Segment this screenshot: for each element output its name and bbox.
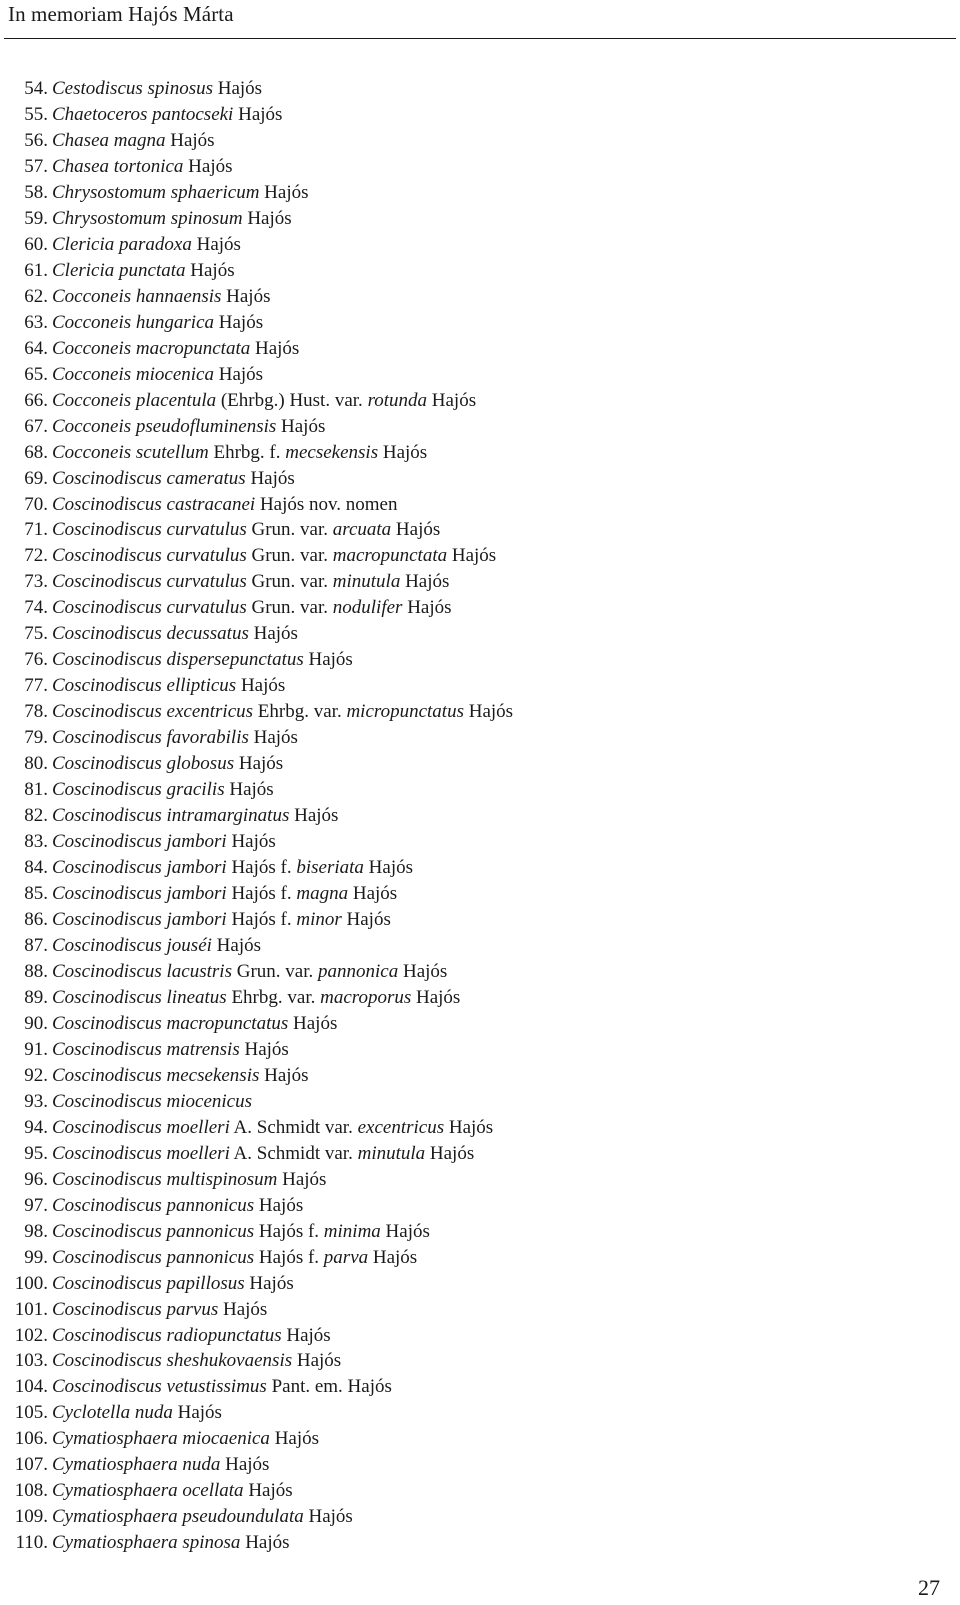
author-text: Hajós [165,129,215,151]
taxon-name: Coscinodiscus jambori [52,883,227,905]
item-number: 73. [24,571,48,593]
author-text: Hajós [214,311,264,333]
species-list-item [8,517,513,543]
species-list-item [8,180,513,206]
author-text: Hajós [213,78,263,99]
item-number: 84. [24,857,48,879]
author-text: Hajós [425,1142,475,1164]
author-text: Hajós [341,909,391,930]
taxon-name: macroporus [320,986,412,1008]
species-list-item [8,725,513,751]
author-text: Hajós [303,649,353,671]
taxon-name: minutula [332,571,401,593]
item-number: 68. [24,441,48,463]
author-text: Hajós [427,389,477,411]
running-head-title: In memoriam Hajós Márta [8,2,234,26]
taxon-name: Cocconeis miocenica [52,363,214,385]
species-list-item [8,1271,513,1297]
item-number: 106. [14,1428,48,1450]
taxon-name: Coscinodiscus lineatus [52,986,227,1008]
taxon-name: Coscinodiscus lacustris [52,960,232,982]
taxon-name: Chaetoceros pantocseki [52,103,234,125]
item-number: 79. [24,727,48,749]
author-text: Hajós [224,779,274,801]
species-list-item [8,1011,513,1037]
taxon-name: macropunctata [332,545,448,567]
item-number: 99. [24,1246,48,1268]
item-number: 65. [24,363,48,385]
taxon-name: Cymatiosphaera nuda [52,1454,221,1476]
species-list-item [8,855,513,881]
taxon-name: Cocconeis placentula [52,389,217,411]
author-text: Hajós [303,1506,353,1528]
taxon-name: Coscinodiscus cameratus [52,467,246,489]
author-text: Hajós [277,1168,327,1190]
author-text: Hajós [236,675,286,697]
author-text: Hajós [233,103,283,125]
taxon-name: Cocconeis scutellum [52,441,209,463]
header-divider [4,38,956,39]
item-number: 74. [24,597,48,619]
taxon-name: Cyclotella nuda [52,1402,173,1424]
item-number: 107. [14,1454,48,1476]
author-text: Hajós [248,623,298,645]
author-text: Grun. var. [246,597,333,619]
author-text: Hajós [218,1298,268,1320]
author-text: Ehrbg. f. [208,441,286,463]
item-number: 80. [24,753,48,775]
species-list-item [8,1478,513,1504]
taxon-name: minor [296,909,342,930]
species-list-item [8,76,513,102]
author-text: Hajós [363,857,413,879]
author-text: Hajós [183,155,233,177]
taxon-name: Coscinodiscus jouséi [52,934,212,956]
taxon-name: Cocconeis macropunctata [52,337,251,359]
taxon-name: minima [323,1220,381,1242]
taxon-name: excentricus [357,1116,445,1138]
taxon-name: Coscinodiscus matrensis [52,1038,240,1060]
taxon-name: Cocconeis hannaensis [52,285,222,307]
taxon-name: Coscinodiscus jambori [52,909,227,930]
species-list-item [8,803,513,829]
author-text: Pant. em. Hajós [266,1376,392,1398]
species-list-item [8,959,513,985]
item-number: 97. [24,1194,48,1216]
species-list-item [8,621,513,647]
item-number: 76. [24,649,48,671]
species-list-item [8,258,513,284]
author-text: Hajós [240,1532,290,1554]
taxon-name: Cymatiosphaera miocaenica [52,1428,270,1450]
taxon-name: Coscinodiscus curvatulus [52,519,247,541]
item-number: 57. [24,155,48,177]
author-text: Ehrbg. var. [226,986,321,1008]
species-list-item [8,1348,513,1374]
item-number: 69. [24,467,48,489]
author-text: Hajós f. [226,909,297,930]
author-text: Hajós [391,519,441,541]
species-list-item [8,466,513,492]
taxon-name: micropunctatus [346,701,464,723]
author-text: Hajós [245,467,295,489]
taxon-name: Clericia paradoxa [52,233,192,255]
item-number: 109. [14,1506,48,1528]
author-text: Hajós [463,701,514,723]
author-text: Hajós [281,1324,331,1346]
species-list-item [8,1115,513,1141]
item-number: 64. [24,337,48,359]
item-number: 95. [24,1142,48,1164]
author-text: Grun. var. [231,960,318,982]
author-text: Hajós [400,571,450,593]
species-list-item [8,1400,513,1426]
taxon-name: Coscinodiscus moelleri [52,1116,230,1138]
species-list-item [8,284,513,310]
author-text: Hajós [269,1428,320,1450]
taxon-name: Coscinodiscus curvatulus [52,597,247,619]
author-text: A. Schmidt var. [229,1142,358,1164]
item-number: 104. [14,1376,48,1398]
item-number: 93. [24,1090,48,1112]
author-text: Hajós [276,415,326,437]
author-text: Hajós [239,1038,289,1060]
species-list-item [8,777,513,803]
species-list-item [8,1245,513,1271]
taxon-name: Coscinodiscus intramarginatus [52,805,290,827]
item-number: 100. [14,1272,48,1294]
item-number: 55. [24,103,48,125]
author-text: Hajós [411,986,461,1008]
author-text: Hajós [254,1194,304,1216]
item-number: 56. [24,129,48,151]
item-number: 94. [24,1116,48,1138]
species-list-item [8,388,513,414]
taxon-name: Cocconeis pseudofluminensis [52,415,277,437]
author-text: Hajós [447,545,497,567]
author-text: Hajós f. [226,883,297,905]
species-list-item [8,933,513,959]
author-text: Hajós [289,805,339,827]
species-list-item [8,1193,513,1219]
item-number: 59. [24,207,48,229]
author-text: Hajós nov. nomen [255,493,398,515]
taxon-name: minutula [357,1142,426,1164]
item-number: 91. [24,1038,48,1060]
page-number: 27 [918,1575,940,1600]
taxon-name: Coscinodiscus castracanei [52,493,256,515]
author-text: Hajós [213,363,264,385]
taxon-name: Coscinodiscus multispinosum [52,1168,278,1190]
item-number: 110. [15,1532,48,1554]
item-number: 108. [14,1480,48,1502]
author-text: (Ehrbg.) Hust. var. [216,389,368,411]
taxon-name: Coscinodiscus gracilis [52,779,225,801]
taxon-name: parva [323,1246,369,1268]
taxon-name: Coscinodiscus jambori [52,831,227,853]
species-list-item [8,673,513,699]
item-number: 87. [24,934,48,956]
author-text: Hajós [398,960,448,982]
taxon-name: rotunda [367,389,428,411]
species-list-item [8,1167,513,1193]
taxon-name: Cymatiosphaera spinosa [52,1532,241,1554]
species-list-item [8,128,513,154]
item-number: 81. [24,779,48,801]
author-text: Hajós [191,233,241,255]
taxon-name: mecsekensis [285,441,379,463]
author-text: Hajós [244,1272,294,1294]
author-text: Hajós [259,1064,309,1086]
species-list-item [8,1219,513,1245]
species-list-item [8,1374,513,1400]
item-number: 63. [24,311,48,333]
author-text: Hajós [211,934,261,956]
species-list-item [8,492,513,518]
species-list-item [8,569,513,595]
taxon-name: Coscinodiscus mecsekensis [52,1064,260,1086]
taxon-name: Coscinodiscus globosus [52,753,235,775]
item-number: 83. [24,831,48,853]
species-list-item [8,881,513,907]
taxon-name: Cestodiscus spinosus [52,78,213,99]
author-text: Hajós f. [226,857,297,879]
taxon-name: Chrysostomum sphaericum [52,181,260,203]
item-number: 70. [24,493,48,515]
species-list-item [8,543,513,569]
item-number: 105. [14,1402,48,1424]
taxon-name: Coscinodiscus curvatulus [52,545,247,567]
species-list-item [8,206,513,232]
author-text: Grun. var. [246,519,333,541]
item-number: 72. [24,545,48,567]
item-number: 101. [14,1298,48,1320]
species-list-item [8,595,513,621]
species-list-item [8,1089,513,1115]
author-text: Hajós [221,285,271,307]
species-list-item [8,1452,513,1478]
item-number: 60. [24,233,48,255]
taxon-name: Coscinodiscus curvatulus [52,571,247,593]
item-number: 98. [24,1220,48,1242]
taxon-name: Coscinodiscus pannonicus [52,1220,255,1242]
item-number: 67. [24,415,48,437]
author-text: Hajós f. [254,1246,324,1268]
species-list-item [8,232,513,258]
author-text: Hajós [368,1246,418,1268]
species-list-item [8,440,513,466]
item-number: 86. [24,909,48,930]
author-text: Hajós [259,181,309,203]
species-list-item [8,1323,513,1349]
species-list-item [8,647,513,673]
taxon-name: Coscinodiscus macropunctatus [52,1012,289,1034]
species-list-item [8,362,513,388]
item-number: 89. [24,986,48,1008]
author-text: Hajós [248,727,298,749]
species-list-item [8,1037,513,1063]
taxon-name: Cymatiosphaera pseudoundulata [52,1506,304,1528]
author-text: Hajós [185,259,235,281]
taxon-name: Cymatiosphaera ocellata [52,1480,244,1502]
taxon-name: Coscinodiscus jambori [52,857,227,879]
author-text: Hajós [220,1454,270,1476]
species-list-item [8,751,513,777]
taxon-name: Coscinodiscus pannonicus [52,1194,255,1216]
author-text: A. Schmidt var. [229,1116,358,1138]
taxon-name: Coscinodiscus papillosus [52,1272,245,1294]
species-list-item [8,336,513,362]
taxon-name: Coscinodiscus vetustissimus [52,1376,267,1398]
taxon-name: Coscinodiscus dispersepunctatus [52,649,304,671]
species-list-item [8,1530,513,1556]
author-text: Hajós f. [254,1220,324,1242]
item-number: 77. [24,675,48,697]
species-list-item [8,1297,513,1323]
taxon-name: Coscinodiscus radiopunctatus [52,1324,282,1346]
taxon-name: Coscinodiscus favorabilis [52,727,249,749]
item-number: 82. [24,805,48,827]
species-list-item [8,985,513,1011]
species-list-item [8,414,513,440]
item-number: 85. [24,883,48,905]
item-number: 88. [24,960,48,982]
author-text: Hajós [250,337,300,359]
species-list-item [8,1426,513,1452]
taxon-name: Coscinodiscus decussatus [52,623,249,645]
taxon-name: Coscinodiscus sheshukovaensis [52,1350,293,1372]
author-text: Hajós [380,1220,430,1242]
taxon-name: Coscinodiscus pannonicus [52,1246,255,1268]
species-list-item [8,1063,513,1089]
taxon-name: arcuata [332,519,392,541]
taxon-name: Coscinodiscus ellipticus [52,675,237,697]
taxon-name: Clericia punctata [52,259,186,281]
author-text: Ehrbg. var. [253,701,347,723]
item-number: 66. [24,389,48,411]
taxon-name: Coscinodiscus excentricus [52,701,254,723]
item-number: 103. [14,1350,48,1372]
species-list-item [8,699,513,725]
taxon-name: Chasea tortonica [52,155,184,177]
item-number: 92. [24,1064,48,1086]
species-list-item [8,154,513,180]
taxon-name: biseriata [296,857,364,879]
taxon-name: nodulifer [332,597,403,619]
taxon-name: pannonica [318,960,399,982]
item-number: 78. [24,701,48,723]
author-text: Hajós [292,1350,342,1372]
item-number: 58. [24,181,48,203]
author-text: Hajós [444,1116,494,1138]
item-number: 90. [24,1012,48,1034]
species-list-item [8,102,513,128]
author-text: Grun. var. [246,571,333,593]
author-text: Hajós [242,207,292,229]
species-list-item [8,907,513,933]
species-list-item [8,1504,513,1530]
species-list [8,76,513,1556]
item-number: 75. [24,623,48,645]
taxon-name: Coscinodiscus parvus [52,1298,219,1320]
taxon-name: magna [296,883,349,905]
taxon-name: Chasea magna [52,129,166,151]
author-text: Grun. var. [246,545,333,567]
item-number: 102. [14,1324,48,1346]
taxon-name: Cocconeis hungarica [52,311,215,333]
author-text: Hajós [348,883,398,905]
taxon-name: Chrysostomum spinosum [52,207,243,229]
author-text: Hajós [234,753,284,775]
author-text: Hajós [172,1402,222,1424]
author-text: Hajós [402,597,452,619]
item-number: 96. [24,1168,48,1190]
author-text: Hajós [288,1012,338,1034]
author-text: Hajós [378,441,428,463]
author-text: Hajós [226,831,276,853]
species-list-item [8,1141,513,1167]
item-number: 54. [24,78,48,99]
author-text: Hajós [243,1480,293,1502]
taxon-name: Coscinodiscus miocenicus [52,1090,253,1112]
species-list-item [8,310,513,336]
item-number: 62. [24,285,48,307]
species-list-item [8,829,513,855]
taxon-name: Coscinodiscus moelleri [52,1142,230,1164]
item-number: 61. [24,259,48,281]
item-number: 71. [24,519,48,541]
